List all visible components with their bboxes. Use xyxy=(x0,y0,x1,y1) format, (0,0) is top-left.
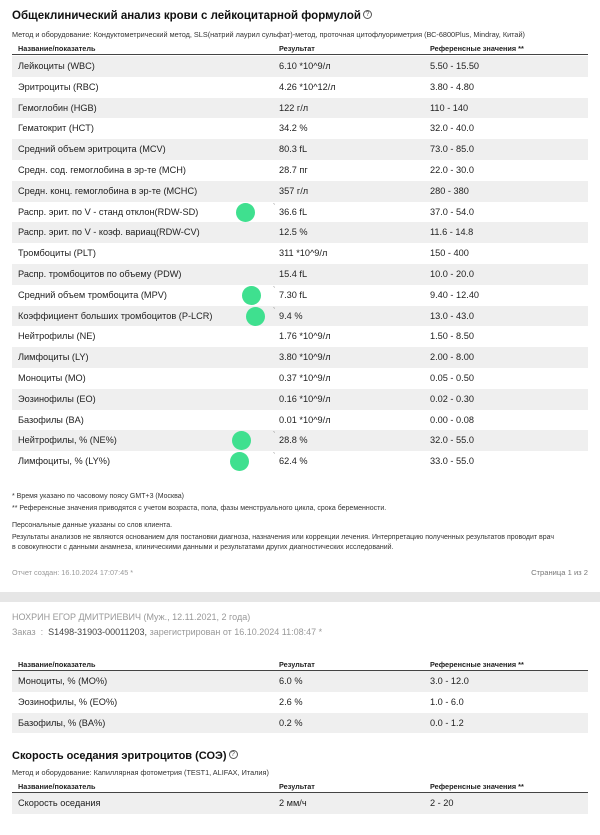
row-name: Эритроциты (RBC) xyxy=(18,81,99,92)
page-separator xyxy=(0,592,600,602)
highlight-marker xyxy=(246,307,265,326)
row-result: 2.6 % xyxy=(279,696,303,707)
esr-method: Метод и оборудование: Капиллярная фотометрия (TEST1, ALIFAX, Италия) xyxy=(12,768,269,777)
table-row xyxy=(12,326,588,347)
table-row xyxy=(12,181,588,202)
patient-info: НОХРИН ЕГОР ДМИТРИЕВИЧ (Муж., 12.11.2021, 2 года) xyxy=(12,612,251,622)
order-info: Заказ : S1498-31903-00011203, зарегистрирован от 16.10.2024 11:08:47 * xyxy=(12,627,323,637)
flag-mark: ` xyxy=(273,307,276,315)
table-row xyxy=(12,222,588,243)
esr-table-header: Название/показатель Результат Референсные значения ** xyxy=(12,779,588,793)
order-number: S1498-31903-00011203, xyxy=(48,627,148,637)
flag-mark: ` xyxy=(273,286,276,294)
table-row xyxy=(12,264,588,285)
help-icon[interactable]: ? xyxy=(363,10,372,19)
row-result: 357 г/л xyxy=(279,185,309,196)
row-name: Распр. эрит. по V - коэф. вариац(RDW-CV) xyxy=(18,227,200,238)
table-header-2: Название/показатель Результат Референсные значения ** xyxy=(12,657,588,671)
row-name: Моноциты, % (MO%) xyxy=(18,676,108,686)
table-row xyxy=(12,160,588,181)
row-result: 9.4 % xyxy=(279,310,303,321)
note-line: ** Референсные значения приводятся с учетом возраста, пола, фазы менструального цикла, срока беременности. xyxy=(12,505,387,512)
table-row xyxy=(12,389,588,410)
row-result: 62.4 % xyxy=(279,456,308,467)
row-result: 12.5 % xyxy=(279,227,308,238)
table-header xyxy=(12,41,588,55)
row-reference: 110 - 140 xyxy=(430,102,469,113)
row-reference: 3.0 - 12.0 xyxy=(430,676,469,686)
row-result: 0.16 *10^9/л xyxy=(279,393,331,404)
table-row xyxy=(12,306,588,327)
row-name: Базофилы (BA) xyxy=(18,414,84,425)
row-result: 28.8 % xyxy=(279,435,308,446)
report-created: Отчет создан: 16.10.2024 17:07:45 * xyxy=(12,568,134,577)
note-line: в совокупности с данными анамнеза, клиническими данными и результатами других диагностических исследований. xyxy=(12,544,394,551)
row-name: Эозинофилы, % (EO%) xyxy=(18,696,118,707)
row-result: 0.01 *10^9/л xyxy=(279,414,331,425)
row-name: Лимфоциты (LY) xyxy=(18,352,89,363)
table-row xyxy=(12,692,588,713)
table-row xyxy=(12,285,588,306)
method-text: Метод и оборудование: Кондуктометрический метод, SLS(натрий лаурил сульфат)-метод, проточная цитофлуориметрия (ВС-6800Plus, Mindray, Китай) xyxy=(12,30,525,39)
table-row xyxy=(12,139,588,160)
row-reference: 32.0 - 55.0 xyxy=(430,435,474,446)
table-row xyxy=(12,793,588,814)
row-reference: 280 - 380 xyxy=(430,185,469,196)
row-name: Базофилы, % (BA%) xyxy=(18,717,106,728)
row-name: Распр. эрит. по V - станд отклон(RDW-SD) xyxy=(18,206,199,217)
table-row xyxy=(12,347,588,368)
row-result: 34.2 % xyxy=(279,123,308,134)
flag-mark: ` xyxy=(273,203,276,211)
row-name: Лимфоциты, % (LY%) xyxy=(18,456,111,467)
flag-mark: ` xyxy=(273,432,276,440)
row-reference: 22.0 - 30.0 xyxy=(430,165,474,175)
header-result: Результат xyxy=(279,44,315,53)
row-reference: 9.40 - 12.40 xyxy=(430,289,480,300)
table-row xyxy=(12,410,588,431)
row-result: 311 *10^9/л xyxy=(279,248,328,259)
row-result: 2 мм/ч xyxy=(279,798,307,808)
table-row xyxy=(12,713,588,734)
table-row xyxy=(12,430,588,451)
row-result: 4.26 *10^12/л xyxy=(279,81,336,92)
row-name: Нейтрофилы (NE) xyxy=(18,331,96,342)
row-name: Коэффициент больших тромбоцитов (P-LCR) xyxy=(18,310,213,321)
note-line: Результаты анализов не являются основанием для постановки диагноза, назначения или коррекции лечения. Интерпретацию полученных результатов проводит врач xyxy=(12,534,555,541)
row-reference: 2.00 - 8.00 xyxy=(430,352,474,363)
row-reference: 73.0 - 85.0 xyxy=(430,144,474,155)
row-reference: 0.05 - 0.50 xyxy=(430,373,474,383)
report-title: Общеклинический анализ крови с лейкоцитарной формулой ? xyxy=(12,10,372,22)
row-name: Моноциты (MO) xyxy=(18,373,86,383)
row-reference: 3.80 - 4.80 xyxy=(430,81,474,92)
row-reference: 5.50 - 15.50 xyxy=(430,61,480,71)
row-reference: 0.00 - 0.08 xyxy=(430,414,474,425)
row-name: Эозинофилы (EO) xyxy=(18,393,96,404)
note-line: * Время указано по часовому поясу GMT+3 (Москва) xyxy=(12,493,184,500)
row-reference: 32.0 - 40.0 xyxy=(430,123,474,134)
row-result: 122 г/л xyxy=(279,102,309,113)
row-reference: 0.0 - 1.2 xyxy=(430,717,464,728)
table-row xyxy=(12,451,588,472)
row-reference: 2 - 20 xyxy=(430,798,454,808)
table-row xyxy=(12,202,588,223)
header-reference: Референсные значения ** xyxy=(430,44,524,53)
help-icon[interactable]: ? xyxy=(229,750,238,759)
row-result: 3.80 *10^9/л xyxy=(279,352,331,363)
table-row xyxy=(12,118,588,139)
row-name: Скорость оседания xyxy=(18,798,101,808)
row-reference: 0.02 - 0.30 xyxy=(430,393,474,404)
row-name: Лейкоциты (WBC) xyxy=(18,61,95,71)
row-result: 80.3 fL xyxy=(279,144,308,155)
row-name: Гематокрит (HCT) xyxy=(18,123,94,134)
esr-title: Скорость оседания эритроцитов (СОЭ) ? xyxy=(12,750,238,762)
row-result: 7.30 fL xyxy=(279,289,308,300)
row-result: 6.0 % xyxy=(279,676,303,686)
row-reference: 37.0 - 54.0 xyxy=(430,206,474,217)
row-reference: 11.6 - 14.8 xyxy=(430,227,474,238)
row-reference: 13.0 - 43.0 xyxy=(430,310,474,321)
row-name: Распр. тромбоцитов по объему (PDW) xyxy=(18,269,182,279)
row-result: 1.76 *10^9/л xyxy=(279,331,331,342)
row-name: Тромбоциты (PLT) xyxy=(18,248,96,259)
table-row xyxy=(12,368,588,389)
row-name: Средн. сод. гемоглобина в эр-те (MCH) xyxy=(18,165,186,175)
highlight-marker xyxy=(242,286,261,305)
row-reference: 1.50 - 8.50 xyxy=(430,331,474,342)
row-name: Гемоглобин (HGB) xyxy=(18,102,97,113)
row-result: 15.4 fL xyxy=(279,269,308,279)
row-name: Средн. конц. гемоглобина в эр-те (MCHC) xyxy=(18,185,198,196)
page-number: Страница 1 из 2 xyxy=(531,568,588,577)
row-reference: 1.0 - 6.0 xyxy=(430,696,464,707)
row-reference: 150 - 400 xyxy=(430,248,469,259)
row-result: 6.10 *10^9/л xyxy=(279,61,331,71)
note-line: Персональные данные указаны со слов клиента. xyxy=(12,522,173,529)
row-name: Нейтрофилы, % (NE%) xyxy=(18,435,117,446)
row-name: Средний объем эритроцита (MCV) xyxy=(18,144,166,155)
row-result: 28.7 пг xyxy=(279,165,308,175)
row-reference: 10.0 - 20.0 xyxy=(430,269,474,279)
highlight-marker xyxy=(236,203,255,222)
table-row xyxy=(12,671,588,692)
flag-mark: ` xyxy=(273,453,276,461)
row-reference: 33.0 - 55.0 xyxy=(430,456,474,467)
table-row xyxy=(12,77,588,98)
row-name: Средний объем тромбоцита (MPV) xyxy=(18,289,167,300)
table-row xyxy=(12,243,588,264)
row-result: 0.2 % xyxy=(279,717,303,728)
table-row xyxy=(12,98,588,119)
row-result: 36.6 fL xyxy=(279,206,308,217)
header-name: Название/показатель xyxy=(18,44,96,53)
row-result: 0.37 *10^9/л xyxy=(279,373,331,383)
table-row xyxy=(12,56,588,77)
